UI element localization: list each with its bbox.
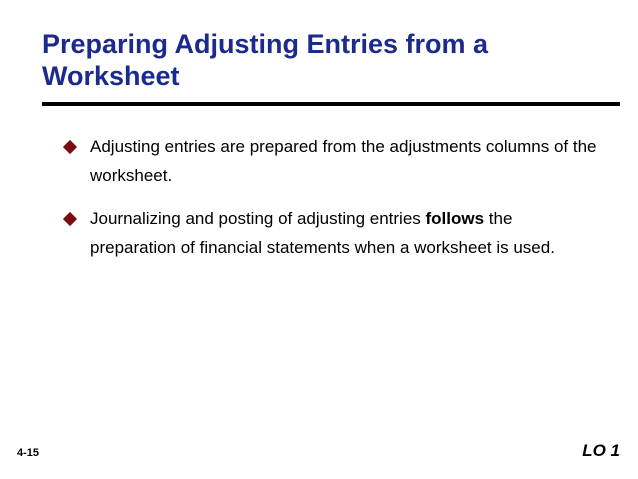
- bullet-item: [62, 204, 602, 262]
- title-divider: [42, 102, 620, 106]
- learning-objective-tag: LO 1: [582, 441, 620, 460]
- bullet-emphasis: follows: [425, 209, 485, 228]
- slide-number: 4-15: [17, 447, 40, 459]
- bullet-text-after: the preparation of financial statements when a worksheet is used.: [90, 209, 555, 257]
- bullet-item: [62, 132, 602, 190]
- bullet-text: Adjusting entries are prepared from the adjustments columns of the worksheet.: [90, 137, 597, 185]
- diamond-bullet-icon: [63, 212, 77, 226]
- slide-title: Preparing Adjusting Entries from a Worksheet: [42, 29, 489, 91]
- bullet-text-before: Journalizing and posting of adjusting entries: [90, 209, 426, 228]
- diamond-bullet-icon: [63, 140, 77, 154]
- bullet-list: [62, 132, 602, 276]
